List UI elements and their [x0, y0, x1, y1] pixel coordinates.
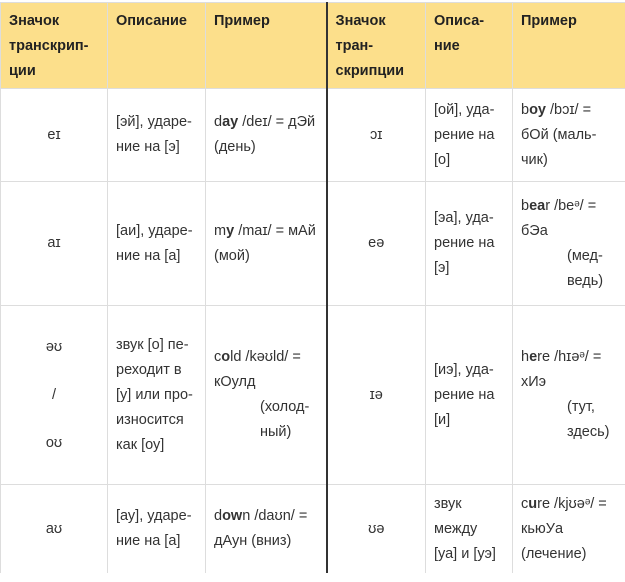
- example-word-end: ld: [230, 349, 241, 365]
- example-word-start: m: [214, 223, 226, 239]
- header-description-2: Описа-ние: [426, 3, 513, 89]
- example-word-end: re: [537, 496, 550, 512]
- example-translation: (мед-ведь): [521, 244, 617, 294]
- example-word-highlight: ow: [222, 508, 242, 524]
- header-symbol-2: Значок тран-скрипции: [327, 3, 426, 89]
- example-cell: [206, 485, 327, 574]
- example-translation: (тут, здесь): [521, 395, 617, 445]
- example-transcription: /maɪ/ = мАй (мой): [214, 223, 316, 264]
- description-cell: звук между [уа] и [уэ]: [426, 485, 513, 574]
- example-word-start: c: [214, 349, 221, 365]
- example-cell: [513, 89, 625, 182]
- example-word-highlight: e: [529, 349, 537, 365]
- table-row: [1, 485, 625, 574]
- description-cell: [эй], ударе-ние на [э]: [108, 89, 206, 182]
- example-cell: [206, 89, 327, 182]
- example-word-end: n: [242, 508, 250, 524]
- symbol-cell: ɔɪ: [327, 89, 426, 182]
- symbol-cell: ɪə: [327, 306, 426, 485]
- example-word-highlight: oy: [529, 102, 546, 118]
- example-word-highlight: y: [226, 223, 234, 239]
- symbol-separator: /: [46, 371, 62, 419]
- table-row: [1, 182, 625, 306]
- symbol-cell: aʊ: [1, 485, 108, 574]
- example-word-start: d: [214, 508, 222, 524]
- example-cell: [206, 306, 327, 485]
- header-example-2: Пример: [513, 3, 625, 89]
- example-transcription: /daʊn/ = дАун (вниз): [214, 508, 307, 549]
- example-word-start: b: [521, 198, 529, 214]
- example-word-start: h: [521, 349, 529, 365]
- example-word-start: b: [521, 102, 529, 118]
- table-row: [1, 89, 625, 182]
- header-symbol: Значок транскрип-ции: [1, 3, 108, 89]
- example-cell: [513, 306, 625, 485]
- example-word-start: d: [214, 114, 222, 130]
- example-transcription: /deɪ/ = дЭй (день): [214, 114, 315, 155]
- symbol-cell: eə: [327, 182, 426, 306]
- description-cell: [эа], уда-рение на [э]: [426, 182, 513, 306]
- example-word-highlight: o: [221, 349, 230, 365]
- example-cell: [513, 182, 625, 306]
- symbol-cell: aɪ: [1, 182, 108, 306]
- example-transcription: /beᵊ/ = бЭа: [521, 198, 596, 239]
- example-transcription: /hɪəᵊ/ = хИэ: [521, 349, 601, 390]
- example-cell: [206, 182, 327, 306]
- example-word-highlight: ay: [222, 114, 238, 130]
- description-cell: [ой], уда-рение на [о]: [426, 89, 513, 182]
- symbol-cell: eɪ: [1, 89, 108, 182]
- diphthong-table: [0, 2, 625, 573]
- example-translation: (холод-ный): [214, 395, 318, 445]
- table-row: [1, 306, 625, 485]
- description-cell: [ау], ударе-ние на [а]: [108, 485, 206, 574]
- example-word-start: c: [521, 496, 528, 512]
- description-cell: [иэ], уда-рение на [и]: [426, 306, 513, 485]
- example-word-highlight: ea: [529, 198, 545, 214]
- example-transcription: /kjʊəᵊ/ = кьюУа (лечение): [521, 496, 607, 562]
- symbol-cell: [1, 306, 108, 485]
- header-example: Пример: [206, 3, 327, 89]
- header-row: [1, 3, 625, 89]
- example-word-end: r: [545, 198, 550, 214]
- header-description: Описание: [108, 3, 206, 89]
- symbol-cell: ʊə: [327, 485, 426, 574]
- example-word-end: re: [537, 349, 550, 365]
- symbol-variant: oʊ: [46, 419, 62, 467]
- symbol-variant: əʊ: [46, 323, 62, 371]
- example-word-highlight: u: [528, 496, 537, 512]
- description-cell: звук [о] пе-реходит в [у] или про-износится как [оу]: [108, 306, 206, 485]
- example-transcription: /kəʊld/ = кОулд: [214, 349, 301, 390]
- symbol-variants: [46, 323, 62, 467]
- example-transcription: /bɔɪ/ = бОй (маль-чик): [521, 102, 596, 168]
- example-cell: [513, 485, 625, 574]
- description-cell: [аи], ударе-ние на [а]: [108, 182, 206, 306]
